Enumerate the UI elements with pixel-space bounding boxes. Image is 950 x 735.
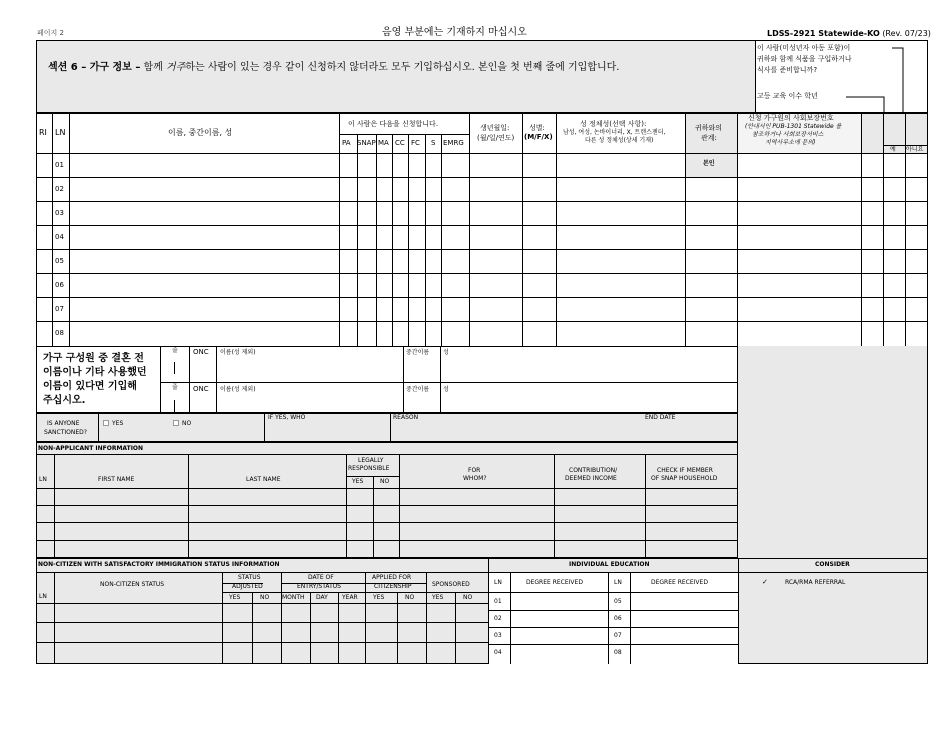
form-id: LDSS-2921 Statewide-KO <box>767 29 880 38</box>
bottom-section <box>36 558 928 664</box>
side-yes: 예 <box>890 146 896 153</box>
side-no: 아니요 <box>906 146 924 153</box>
sex-label-1: 성별: <box>529 124 545 132</box>
prior-line-label-1: 줄 <box>172 347 178 354</box>
side-q1-line3: 식사를 준비합니까? <box>757 66 818 74</box>
section-heading <box>48 63 619 73</box>
na-contrib-2: DEEMED INCOME <box>565 475 617 482</box>
na-for-2: WHOM? <box>463 475 487 482</box>
prior-names-q2: 이름이나 기타 사용했던 <box>43 367 147 378</box>
na-last: LAST NAME <box>246 476 281 483</box>
row-number: 05 <box>55 257 64 265</box>
program-emrg: EMRG <box>443 139 464 147</box>
row-divider <box>36 297 928 298</box>
na-for-1: FOR <box>468 467 481 474</box>
nc-date-1: DATE OF <box>308 574 334 581</box>
prior-names-q4: 주십시오. <box>43 395 86 406</box>
section-title-band <box>36 40 755 113</box>
col-ln: LN <box>55 128 66 137</box>
prior-onc-1: ONC <box>193 348 209 356</box>
nc-adj-yes: YES <box>229 594 241 601</box>
apply-title: 이 사람은 다음을 신청합니다. <box>348 120 439 128</box>
na-legally-2: RESPONSIBLE <box>348 465 390 472</box>
nc-adj-1: STATUS <box>238 574 261 581</box>
consider-title: CONSIDER <box>815 561 850 568</box>
nc-applied-1: APPLIED FOR <box>372 574 412 581</box>
na-check-1: CHECK IF MEMBER <box>657 467 713 474</box>
dob-label-1: 생년월일: <box>480 124 510 132</box>
na-contrib-1: CONTRIBUTION/ <box>569 467 618 474</box>
check-icon: ✓ <box>762 578 768 586</box>
row-divider <box>36 321 928 322</box>
sanction-yes-checkbox[interactable] <box>103 420 109 426</box>
side-q2: 고등 교육 이수 학년 <box>757 92 818 100</box>
edu-row-06: 06 <box>614 615 622 622</box>
prior-names-q1: 가구 구성원 중 결혼 전 <box>43 353 144 364</box>
row-number: 08 <box>55 329 64 337</box>
prior-first-1: 이름(성 제외) <box>220 349 256 356</box>
section-text-italic: 거주 <box>166 62 186 73</box>
edu-row-07: 07 <box>614 632 622 639</box>
program-fc: FC <box>411 139 420 147</box>
program-pa: PA <box>342 139 351 147</box>
side-q1-line1: 이 사람(미성년자 아동 포함)이 <box>757 44 851 52</box>
edu-degree-left: DEGREE RECEIVED <box>526 579 583 586</box>
row-number: 03 <box>55 209 64 217</box>
section-text-b: 하는 사람이 있는 경우 같이 신청하지 않더라도 모두 기입하십시오. 본인을 첫 번째 줄에 기입합니다. <box>185 62 620 73</box>
sanction-q1: IS ANYONE <box>47 420 80 427</box>
sanction-no-checkbox[interactable] <box>173 420 179 426</box>
self-label: 본인 <box>703 160 715 167</box>
prior-last-1: 성 <box>443 349 449 356</box>
form-id-block <box>767 30 931 38</box>
prior-names-q3: 이름이 있다면 기입해 <box>43 381 137 392</box>
sanction-who: IF YES, WHO <box>268 414 306 421</box>
form-revision: (Rev. 07/23) <box>882 29 931 38</box>
sanction-row <box>36 413 738 442</box>
na-no: NO <box>380 478 390 485</box>
page-title: 음영 부분에는 기재하지 마십시오 <box>382 27 527 38</box>
nc-title: NON-CITIZEN WITH SATISFACTORY IMMIGRATION STATUS INFORMATION <box>38 561 280 568</box>
na-yes: YES <box>352 478 364 485</box>
gender-label-1: 성 정체성(선택 사항): <box>580 120 647 128</box>
non-applicant-title: NON-APPLICANT INFORMATION <box>38 445 144 452</box>
na-check-2: OF SNAP HOUSEHOLD <box>651 475 718 482</box>
program-cc: CC <box>395 139 405 147</box>
nc-month: MONTH <box>282 594 305 601</box>
nc-sponsored: SPONSORED <box>432 581 470 588</box>
edu-row-04: 04 <box>494 649 502 656</box>
nc-applied-no: NO <box>405 594 415 601</box>
dob-label-2: (월/일/연도) <box>477 134 515 142</box>
program-ma: MA <box>378 139 389 147</box>
sanction-q2: SANCTIONED? <box>44 429 87 436</box>
col-name: 이름, 중간이름, 성 <box>168 128 233 137</box>
row-divider <box>36 177 928 178</box>
edu-row-08: 08 <box>614 649 622 656</box>
edu-row-05: 05 <box>614 598 622 605</box>
nc-date-2: ENTRY/STATUS <box>297 583 341 590</box>
nc-sponsored-no: NO <box>463 594 473 601</box>
ssn-label-4: 지역사무소에 문의) <box>765 139 816 146</box>
nc-adj-no: NO <box>260 594 270 601</box>
side-q1-line2: 귀하와 함께 식품을 구입하거나 <box>757 55 852 63</box>
nc-applied-2: CITIZENSHIP <box>374 583 412 590</box>
nc-status: NON-CITIZEN STATUS <box>100 581 165 588</box>
edu-title: INDIVIDUAL EDUCATION <box>569 561 650 568</box>
relation-label-2: 관계: <box>701 134 717 142</box>
edu-degree-right: DEGREE RECEIVED <box>651 579 708 586</box>
prior-middle-1: 중간이름 <box>406 349 430 356</box>
gender-label-2: 남성, 여성, 논바이너리, X, 트랜스젠더, <box>563 129 666 136</box>
sanction-yes: YES <box>112 420 124 427</box>
program-s: S <box>431 139 436 147</box>
row-number: 04 <box>55 233 64 241</box>
ssn-label-1: 신청 가구원의 사회보장번호 <box>748 114 834 122</box>
prior-last-2: 성 <box>443 386 449 393</box>
nc-ln: LN <box>39 593 47 600</box>
prior-line-label-2: 줄 <box>172 384 178 391</box>
sanction-end-date: END DATE <box>645 414 676 421</box>
prior-onc-2: ONC <box>193 385 209 393</box>
nc-day: DAY <box>316 594 328 601</box>
edu-ln-right: LN <box>614 579 622 586</box>
shaded-admin-area <box>738 346 928 558</box>
row-number: 02 <box>55 185 64 193</box>
prior-first-2: 이름(성 제외) <box>220 386 256 393</box>
prior-middle-2: 중간이름 <box>406 386 430 393</box>
nc-adj-2: ADJUSTED <box>232 583 263 590</box>
sex-label-2: (M/F/X) <box>524 133 553 141</box>
row-number: 01 <box>55 161 64 169</box>
row-divider <box>36 225 928 226</box>
edu-row-02: 02 <box>494 615 502 622</box>
page-number: 페이지 2 <box>37 29 64 37</box>
relation-label-1: 귀하와의 <box>695 124 723 132</box>
row-number: 07 <box>55 305 64 313</box>
ssn-label-3: 참조하거나 사회보장서비스 <box>752 131 824 138</box>
program-snap: SNAP <box>357 139 376 147</box>
edu-row-01: 01 <box>494 598 502 605</box>
edu-ln-left: LN <box>494 579 502 586</box>
sanction-no: NO <box>182 420 192 427</box>
row-number: 06 <box>55 281 64 289</box>
col-ri: RI <box>39 128 47 137</box>
edu-row-03: 03 <box>494 632 502 639</box>
gender-label-3: 다른 성 정체성(상세 기재) <box>585 137 654 144</box>
sanction-reason: REASON <box>393 414 419 421</box>
section-label: 섹션 6 – 가구 정보 – <box>48 62 141 73</box>
row-divider <box>36 273 928 274</box>
row-divider <box>36 201 928 202</box>
nc-year: YEAR <box>342 594 358 601</box>
nc-sponsored-yes: YES <box>432 594 444 601</box>
row-divider <box>36 249 928 250</box>
consider-item: RCA/RMA REFERRAL <box>785 579 846 586</box>
section-text-a: 함께 <box>143 62 163 73</box>
na-legally-1: LEGALLY <box>358 457 384 464</box>
nc-applied-yes: YES <box>373 594 385 601</box>
ssn-label-2: (안내서인 PUB-1301 Statewide 를 <box>745 123 842 130</box>
na-first: FIRST NAME <box>98 476 135 483</box>
na-ln: LN <box>39 476 47 483</box>
